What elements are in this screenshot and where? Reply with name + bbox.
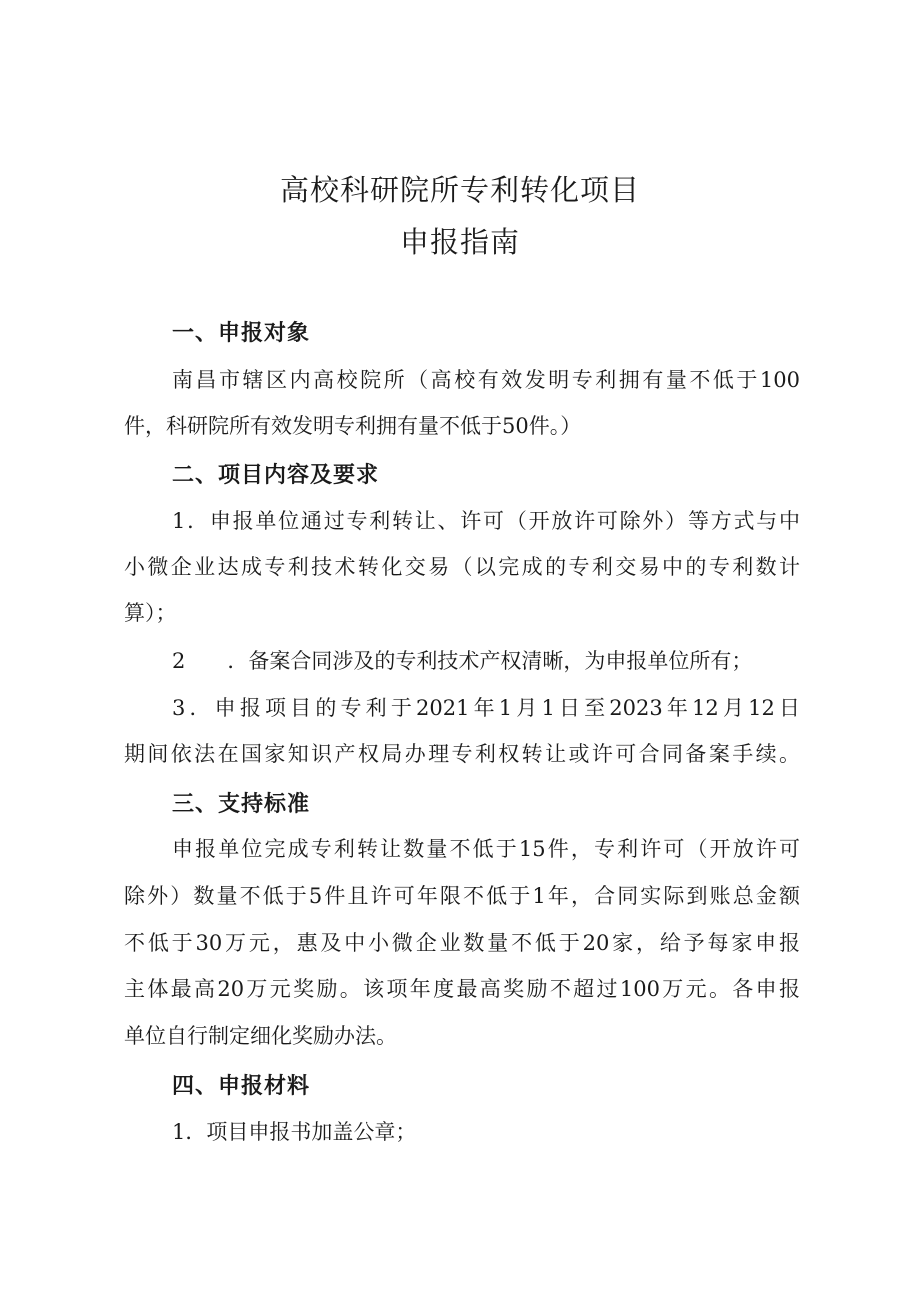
doc-title-line2: 申报指南 (399, 225, 520, 259)
paragraph-line: 南昌市辖区内高校院所（高校有效发明专利拥有量不低于100 (172, 368, 800, 392)
paragraph-line: 单位自行制定细化奖励办法。 (124, 1024, 397, 1048)
section-heading-3: 三、支持标准 (172, 792, 311, 817)
paragraph-line: 1．申报单位通过专利转让、许可（开放许可除外）等方式与中 (172, 509, 800, 533)
section-heading-2: 二、项目内容及要求 (172, 463, 380, 488)
paragraph-line: 不低于30万元，惠及中小微企业数量不低于20家，给予每家申报 (124, 931, 800, 955)
paragraph-line: 2 ．备案合同涉及的专利技术产权清晰，为申报单位所有； (172, 649, 753, 673)
section-heading-1: 一、申报对象 (172, 321, 311, 346)
paragraph-line: 3．申报项目的专利于2021年1月1日至2023年12月12日 (172, 696, 800, 720)
paragraph-line: 1．项目申报书加盖公章； (172, 1120, 417, 1144)
paragraph-line: 除外）数量不低于5件且许可年限不低于1年，合同实际到账总金额 (124, 884, 800, 908)
paragraph-line: 申报单位完成专利转让数量不低于15件，专利许可（开放许可 (172, 837, 800, 861)
doc-title-line1: 高校科研院所专利转化项目 (279, 173, 640, 207)
paragraph-line: 小微企业达成专利技术转化交易（以完成的专利交易中的专利数计 (124, 555, 800, 579)
paragraph-line: 算）； (124, 601, 177, 625)
paragraph-line: 件，科研院所有效发明专利拥有量不低于50件。） (124, 414, 582, 438)
paragraph-line: 期间依法在国家知识产权局办理专利权转让或许可合同备案手续。 (124, 742, 800, 766)
paragraph-line: 主体最高20万元奖励。该项年度最高奖励不超过100万元。各申报 (124, 977, 800, 1001)
section-heading-4: 四、申报材料 (172, 1074, 311, 1099)
